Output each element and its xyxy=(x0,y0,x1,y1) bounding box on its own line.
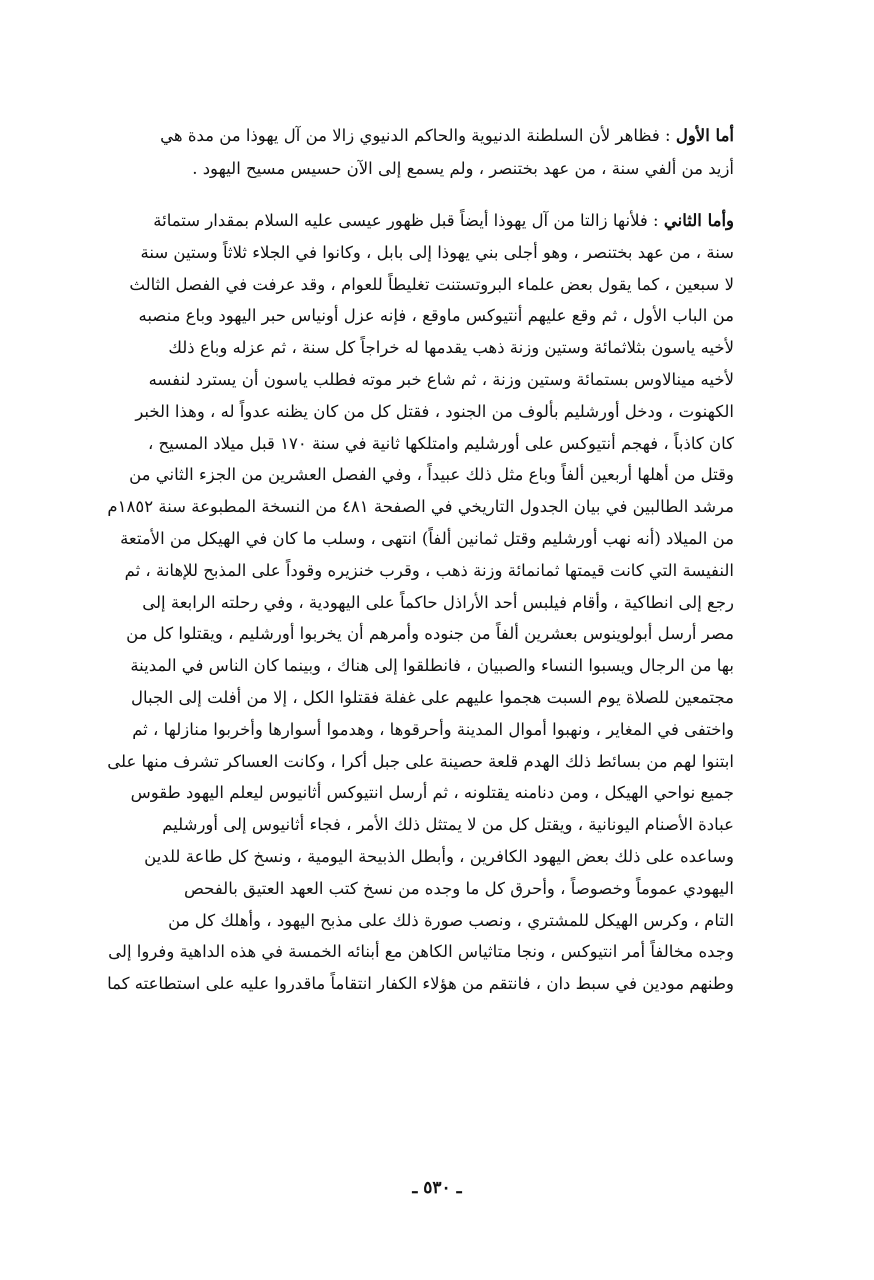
paragraph-line xyxy=(124,1032,734,1064)
paragraph-line-text: : فلأنها زالتا من آل يهوذا أيضاً قبل ظهور عيسى عليه السلام بمقدار ستمائة xyxy=(153,211,664,230)
paragraph-line: لأخيه ياسون بثلاثمائة وستين وزنة ذهب يقدمها له خراجاً كل سنة ، ثم عزله وباع ذلك xyxy=(168,338,734,358)
paragraph-line: وساعده على ذلك بعض اليهود الكافرين ، وأبطل الذبيحة اليومية ، ونسخ كل طاعة للدين xyxy=(144,846,734,866)
paragraph-line: التام ، وكرس الهيكل للمشتري ، ونصب صورة ذلك على مذبح اليهود ، وأهلك كل من xyxy=(168,910,734,930)
paragraph-line: أزيد من ألفي سنة ، من عهد بختنصر ، ولم يسمع إلى الآن حسيس مسيح اليهود . xyxy=(192,159,734,178)
paragraph-line: الكهنوت ، ودخل أورشليم بألوف من الجنود ، فقتل كل من كان يظنه عدواً له ، وهذا الخبر xyxy=(135,401,734,421)
paragraph-line: عبادة الأصنام اليونانية ، ويقتل كل من لا يمتثل ذلك الأمر ، فجاء أثانيوس إلى أورشليم xyxy=(162,815,734,835)
paragraph-lead: وأما الثاني xyxy=(663,211,734,230)
paragraph-line: لأخيه مينالاوس بستمائة وستين وزنة ، ثم شاع خبر موته فطلب ياسون أن يسترد لنفسه xyxy=(148,369,734,389)
paragraph-line: كان كاذباً ، فهجم أنتيوكس على أورشليم وامتلكها ثانية في سنة ١٧٠ قبل ميلاد المسيح ، xyxy=(147,433,734,453)
paragraph-line xyxy=(124,119,734,152)
paragraph-line xyxy=(124,1095,734,1127)
paragraph-line: رجع إلى انطاكية ، وأقام فيلبس أحد الأراذل حاكماً على اليهودية ، وفي رحلته الرابعة إلى xyxy=(142,592,734,612)
paragraph-line: لا سبعين ، كما يقول بعض علماء البروتستنت تغليطاً للعوام ، وقد عرفت في الفصل الثالث xyxy=(129,274,734,294)
paragraph-line: النفيسة التي كانت قيمتها ثمانمائة وزنة ذهب ، وقرب خنزيره وقوداً على المذبح للإهانة ، ثم xyxy=(124,560,734,580)
paragraph-line xyxy=(124,1000,734,1032)
paragraph-line: بها من الرجال ويسبوا النساء والصبيان ، فانطلقوا إلى هناك ، وبينما كان الناس في المدينة xyxy=(130,656,734,676)
paragraph-line: وطنهم مودين في سبط دان ، فانتقم من هؤلاء الكفار انتقاماً ماقدروا عليه على استطاعته كما xyxy=(107,974,734,994)
paragraph-line: مصر أرسل أبولوينوس بعشرين ألفاً من جنوده وأمرهم أن يخربوا أورشليم ، ويقتلوا كل من xyxy=(126,624,734,644)
paragraph-line: اليهودي عموماً وخصوصاً ، وأحرق كل ما وجده من نسخ كتب العهد العتيق بالفحص xyxy=(183,878,734,898)
paragraph-line: جميع نواحي الهيكل ، ومن دنامنه يقتلونه ، ثم أرسل انتيوكس أثانيوس ليعلم اليهود طقوس xyxy=(130,783,734,803)
paragraph-line: ابتنوا لهم من بسائط ذلك الهدم قلعة حصينة على جبل أكرا ، وكانت العساكر تشرف منها على xyxy=(107,751,734,771)
paragraph-lead: أما الأول xyxy=(675,126,734,145)
paragraph-line xyxy=(124,205,734,237)
paragraph-line-text: : فظاهر لأن السلطنة الدنيوية والحاكم الدنيوي زالا من آل يهوذا من مدة هي xyxy=(160,126,676,145)
paragraph-line: مجتمعين للصلاة يوم السبت هجموا عليهم على غفلة فقتلوا الكل ، إلا من أفلت إلى الجبال xyxy=(130,687,734,707)
paragraph-line xyxy=(124,1064,734,1096)
paragraph-second-point xyxy=(107,205,734,1127)
paragraph-line: وجده مخالفاً أمر انتيوكس ، ونجا متاثياس الكاهن مع أبنائه الخمسة في هذه الداهية وفروا إلى xyxy=(108,942,734,962)
paragraph-line: سنة ، من عهد بختنصر ، وهو أجلى بني يهوذا إلى بابل ، وكانوا في الجلاء ثلاثاً وستين سنة xyxy=(140,242,734,262)
paragraph-line: من الباب الأول ، ثم وقع عليهم أنتيوكس ماوقع ، فإنه عزل أونياس حبر اليهود وباع منصبه xyxy=(138,306,734,326)
paragraph-line: واختفى في المغاير ، ونهبوا أموال المدينة وأحرقوها ، وهدموا أسوارها وأخربوا منازلها ، ثم xyxy=(132,719,734,739)
paragraph-line: مرشد الطالبين في بيان الجدول التاريخي في الصفحة ٤٨١ من النسخة المطبوعة سنة ١٨٥٢م xyxy=(107,497,734,517)
paragraph-first-point xyxy=(124,119,734,185)
paragraph-line: من الميلاد (أنه نهب أورشليم وقتل ثمانين ألفاً) انتهى ، وسلب ما كان في الهيكل من الأمتعة xyxy=(120,528,734,548)
page-number: ـ ٥٣٠ ـ xyxy=(412,1178,462,1198)
paragraph-line: وقتل من أهلها أربعين ألفاً وباع مثل ذلك عبيداً ، وفي الفصل العشرين من الجزء الثاني من xyxy=(129,465,734,485)
